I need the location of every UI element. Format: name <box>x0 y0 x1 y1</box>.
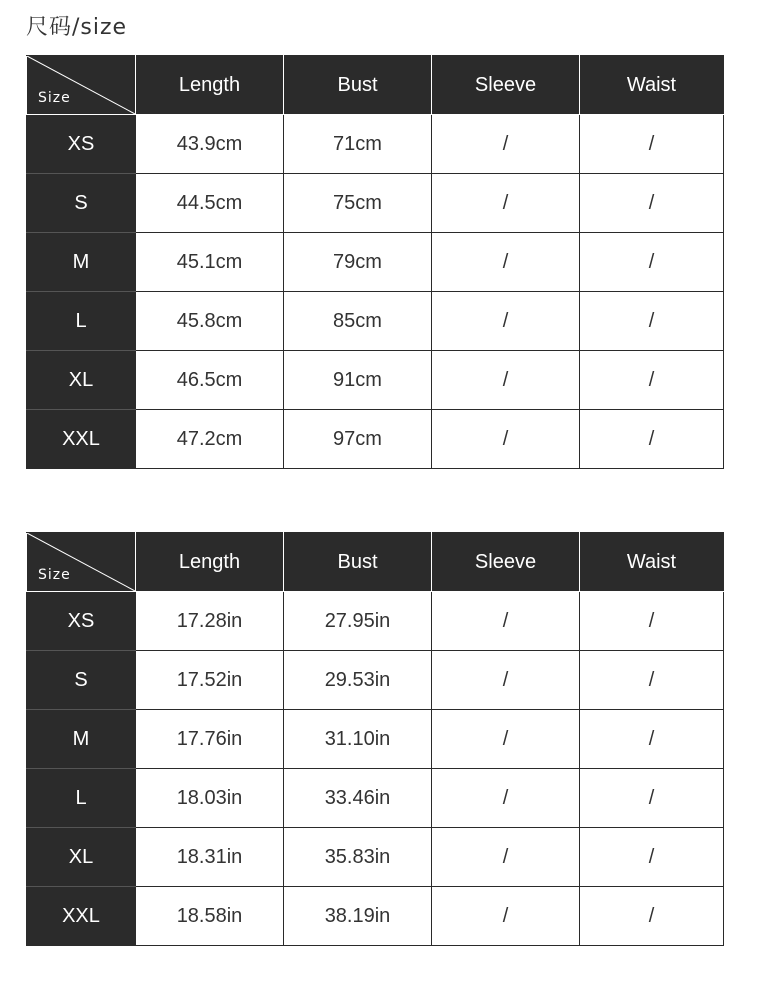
header-waist: Waist <box>580 533 724 592</box>
length-cell: 45.1cm <box>136 233 284 292</box>
header-length: Length <box>136 56 284 115</box>
table-row <box>27 887 724 946</box>
bust-cell: 75cm <box>284 174 432 233</box>
waist-cell: / <box>580 115 724 174</box>
length-cell: 47.2cm <box>136 410 284 469</box>
waist-cell: / <box>580 174 724 233</box>
table-row <box>27 233 724 292</box>
length-cell: 46.5cm <box>136 351 284 410</box>
sleeve-cell: / <box>432 710 580 769</box>
corner-cell <box>27 533 136 592</box>
size-label: L <box>27 769 136 828</box>
size-label: XS <box>27 115 136 174</box>
waist-cell: / <box>580 887 724 946</box>
header-waist: Waist <box>580 56 724 115</box>
bust-cell: 97cm <box>284 410 432 469</box>
table-row <box>27 410 724 469</box>
table-row <box>27 651 724 710</box>
length-cell: 17.52in <box>136 651 284 710</box>
size-label: S <box>27 174 136 233</box>
size-label: XL <box>27 351 136 410</box>
sleeve-cell: / <box>432 651 580 710</box>
header-sleeve: Sleeve <box>432 56 580 115</box>
bust-cell: 79cm <box>284 233 432 292</box>
table-row <box>27 174 724 233</box>
waist-cell: / <box>580 651 724 710</box>
size-label: XL <box>27 828 136 887</box>
corner-label: Size <box>38 90 71 106</box>
length-cell: 43.9cm <box>136 115 284 174</box>
length-cell: 44.5cm <box>136 174 284 233</box>
waist-cell: / <box>580 410 724 469</box>
waist-cell: / <box>580 292 724 351</box>
waist-cell: / <box>580 351 724 410</box>
length-cell: 18.31in <box>136 828 284 887</box>
bust-cell: 35.83in <box>284 828 432 887</box>
bust-cell: 91cm <box>284 351 432 410</box>
waist-cell: / <box>580 710 724 769</box>
size-table-in <box>26 532 724 946</box>
size-label: S <box>27 651 136 710</box>
table-row <box>27 769 724 828</box>
bust-cell: 27.95in <box>284 592 432 651</box>
bust-cell: 71cm <box>284 115 432 174</box>
sleeve-cell: / <box>432 410 580 469</box>
table-row <box>27 292 724 351</box>
header-bust: Bust <box>284 533 432 592</box>
bust-cell: 85cm <box>284 292 432 351</box>
size-label: L <box>27 292 136 351</box>
size-label: XXL <box>27 887 136 946</box>
size-table-cm <box>26 55 724 469</box>
sleeve-cell: / <box>432 174 580 233</box>
length-cell: 18.58in <box>136 887 284 946</box>
size-label: M <box>27 233 136 292</box>
bust-cell: 31.10in <box>284 710 432 769</box>
sleeve-cell: / <box>432 292 580 351</box>
sleeve-cell: / <box>432 351 580 410</box>
header-row <box>27 56 724 115</box>
corner-cell <box>27 56 136 115</box>
table-row <box>27 115 724 174</box>
waist-cell: / <box>580 769 724 828</box>
header-bust: Bust <box>284 56 432 115</box>
waist-cell: / <box>580 592 724 651</box>
length-cell: 45.8cm <box>136 292 284 351</box>
size-label: XS <box>27 592 136 651</box>
table-row <box>27 351 724 410</box>
table-row <box>27 710 724 769</box>
sleeve-cell: / <box>432 115 580 174</box>
bust-cell: 29.53in <box>284 651 432 710</box>
sleeve-cell: / <box>432 233 580 292</box>
size-label: M <box>27 710 136 769</box>
sleeve-cell: / <box>432 828 580 887</box>
header-length: Length <box>136 533 284 592</box>
sleeve-cell: / <box>432 887 580 946</box>
table-row <box>27 592 724 651</box>
sleeve-cell: / <box>432 769 580 828</box>
bust-cell: 33.46in <box>284 769 432 828</box>
waist-cell: / <box>580 233 724 292</box>
length-cell: 18.03in <box>136 769 284 828</box>
header-sleeve: Sleeve <box>432 533 580 592</box>
table-row <box>27 828 724 887</box>
sleeve-cell: / <box>432 592 580 651</box>
page-title: 尺码/size <box>26 15 128 40</box>
corner-label: Size <box>38 567 71 583</box>
length-cell: 17.76in <box>136 710 284 769</box>
bust-cell: 38.19in <box>284 887 432 946</box>
length-cell: 17.28in <box>136 592 284 651</box>
size-label: XXL <box>27 410 136 469</box>
waist-cell: / <box>580 828 724 887</box>
header-row <box>27 533 724 592</box>
